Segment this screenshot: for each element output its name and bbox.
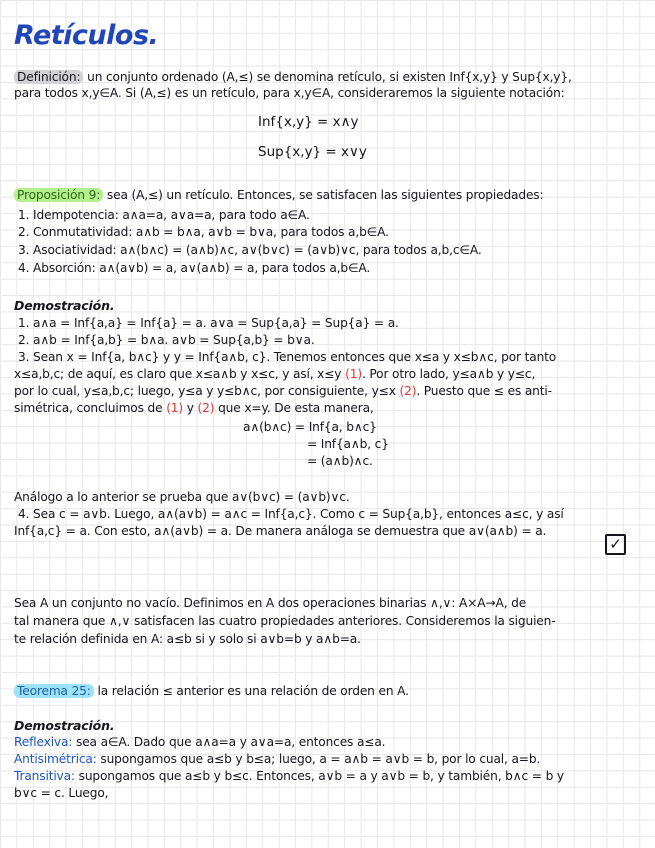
reflexive-label: Reflexiva: bbox=[14, 735, 73, 749]
text-span: sea a∈A. Dado que a∧a=a y a∨a=a, entonces a≤a. bbox=[72, 735, 386, 749]
proposition-item: 2. Conmutatividad: a∧b = b∧a, a∨b = b∨a, para todos a,b∈A. bbox=[18, 225, 389, 239]
demonstration-line: 2. a∧b = Inf{a,b} = b∧a. a∨b = Sup{a,b} = b∨a. bbox=[18, 333, 315, 347]
demonstration-equation: = Inf{a∧b, c} bbox=[307, 437, 389, 451]
demonstration-line bbox=[14, 367, 535, 382]
qed-checkbox-icon: ✓ bbox=[605, 534, 626, 555]
reference-2: (2) bbox=[399, 384, 417, 398]
proposition-item: 1. Idempotencia: a∧a=a, a∨a=a, para todo a∈A. bbox=[18, 208, 310, 222]
reflexive-line bbox=[14, 735, 385, 750]
text-span: y bbox=[183, 401, 198, 415]
definition-label: Definición: bbox=[14, 70, 83, 84]
text-span: supongamos que a≤b y b≤c. Entonces, a∨b = a y a∨b = b, y también, b∧c = b y bbox=[74, 769, 564, 783]
text-span: por lo cual, y≤a,b,c; luego, y≤a y y≤b∧c, por consiguiente, y≤x bbox=[14, 384, 400, 398]
demonstration-equation: a∧(b∧c) = Inf{a, b∧c} bbox=[243, 420, 377, 434]
antisymmetric-line bbox=[14, 752, 540, 767]
definition-equation-sup: Sup{x,y} = x∨y bbox=[258, 144, 367, 160]
text-span: x≤a,b,c; de aquí, es claro que x≤a∧b y x≤c, y así, x≤y bbox=[14, 367, 346, 381]
text-span: simétrica, concluimos de bbox=[14, 401, 167, 415]
theorem-header bbox=[14, 684, 409, 699]
paragraph-line: te relación definida en A: a≤b si y solo si a∨b=b y a∧b=a. bbox=[14, 632, 361, 646]
reference-1: (1) bbox=[166, 401, 184, 415]
transitive-label: Transitiva: bbox=[14, 769, 75, 783]
transitive-line bbox=[14, 769, 564, 784]
demonstration-line: 3. Sean x = Inf{a, b∧c} y y = Inf{a∧b, c}. Tenemos entonces que x≤a y x≤b∧c, por tanto bbox=[18, 350, 557, 364]
text-span: que x=y. De esta manera, bbox=[214, 401, 374, 415]
definition-line-2: para todos x,y∈A. Si (A,≤) es un retículo, para x,y∈A, consideraremos la siguiente notación: bbox=[14, 86, 565, 100]
demonstration-title: Demostración. bbox=[14, 298, 115, 313]
paragraph-line: tal manera que ∧,∨ satisfacen las cuatro propiedades anteriores. Consideremos la siguien- bbox=[14, 614, 556, 628]
demonstration-title: Demostración. bbox=[14, 718, 115, 733]
reference-1: (1) bbox=[345, 367, 362, 381]
demonstration-line: 1. a∧a = Inf{a,a} = Inf{a} = a. a∨a = Sup{a,a} = Sup{a} = a. bbox=[18, 316, 399, 330]
demonstration-line bbox=[14, 401, 374, 416]
text-span: . Puesto que ≤ es anti- bbox=[416, 384, 552, 398]
demonstration-line: 4. Sea c = a∨b. Luego, a∧(a∨b) = a∧c = Inf{a,c}. Como c = Sup{a,b}, entonces a≤c, y así bbox=[18, 507, 564, 521]
demonstration-line: Inf{a,c} = a. Con esto, a∧(a∨b) = a. De manera análoga se demuestra que a∨(a∧b) = a. bbox=[14, 524, 547, 538]
transitive-line-2: b∨c = c. Luego, bbox=[14, 786, 109, 800]
proposition-label: Proposición 9: bbox=[14, 188, 103, 202]
definition-line-1 bbox=[14, 70, 572, 85]
definition-text-1: un conjunto ordenado (A,≤) se denomina retículo, si existen Inf{x,y} y Sup{x,y}, bbox=[83, 70, 572, 84]
proposition-item: 4. Absorción: a∧(a∨b) = a, a∨(a∧b) = a, para todos a,b∈A. bbox=[18, 261, 371, 275]
demonstration-equation: = (a∧b)∧c. bbox=[307, 454, 373, 468]
text-span: . Por otro lado, y≤a∧b y y≤c, bbox=[361, 367, 536, 381]
paragraph-line: Sea A un conjunto no vacío. Definimos en A dos operaciones binarias ∧,∨: A×A→A, de bbox=[14, 596, 527, 610]
page-title: Retículos. bbox=[14, 20, 159, 51]
demonstration-line: Análogo a lo anterior se prueba que a∨(b∨c) = (a∨b)∨c. bbox=[14, 490, 350, 504]
text-span: supongamos que a≤b y b≤a; luego, a = a∧b = a∨b = b, por lo cual, a=b. bbox=[96, 752, 541, 766]
theorem-label: Teorema 25: bbox=[14, 684, 94, 698]
reference-2: (2) bbox=[197, 401, 215, 415]
antisymmetric-label: Antisimétrica: bbox=[14, 752, 97, 766]
theorem-text: la relación ≤ anterior es una relación de orden en A. bbox=[93, 684, 409, 698]
definition-equation-inf: Inf{x,y} = x∧y bbox=[258, 114, 359, 130]
proposition-item: 3. Asociatividad: a∧(b∧c) = (a∧b)∧c, a∨(b∨c) = (a∨b)∨c, para todos a,b,c∈A. bbox=[18, 243, 482, 257]
demonstration-line bbox=[14, 384, 552, 399]
proposition-header bbox=[14, 188, 543, 203]
proposition-intro: sea (A,≤) un retículo. Entonces, se satisfacen las siguientes propiedades: bbox=[103, 188, 544, 202]
